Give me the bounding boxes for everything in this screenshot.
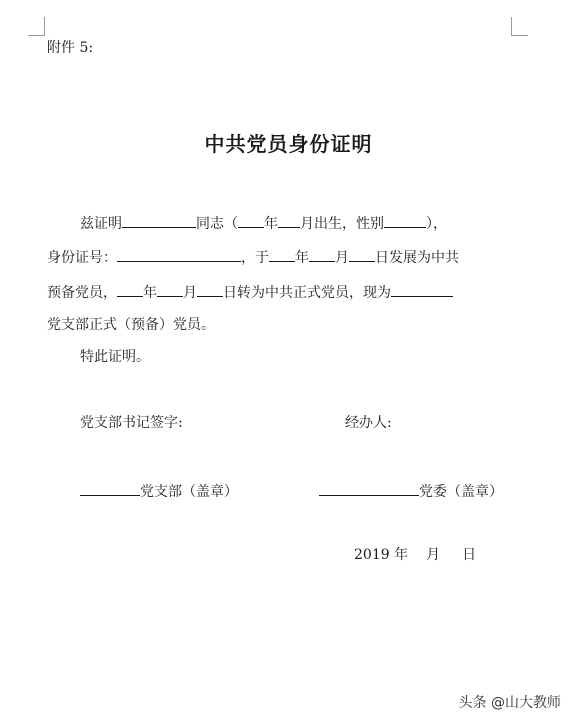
committee-seal [319,480,503,502]
text-full-member-now: 日转为中共正式党员，现为 [223,285,391,301]
handler-label: 经办人: [345,415,392,431]
blank-full-day[interactable] [197,281,223,297]
crop-mark-top-right [511,17,528,36]
blank-full-year[interactable] [117,281,143,297]
attachment-label: 附件 5: [47,40,94,56]
text-certify: 兹证明 [80,216,122,232]
text-year: 年 [264,216,278,232]
blank-id-number[interactable] [117,246,241,262]
secretary-signature-label: 党支部书记签字: [80,415,183,431]
crop-mark-top-left [28,17,45,36]
paragraph-line-3 [47,281,453,303]
date-line [354,544,476,564]
text-comrade: 同志（ [196,216,238,232]
blank-birth-year[interactable] [238,212,264,228]
blank-gender[interactable] [384,212,426,228]
text-month: 月 [335,250,349,266]
blank-full-month[interactable] [157,281,183,297]
text-probationary: 预备党员， [47,285,117,301]
date-month: 月 [426,547,441,563]
blank-develop-month[interactable] [309,246,335,262]
text-birth-gender: 月出生，性别 [300,216,384,232]
paragraph-line-5: 特此证明。 [80,349,150,365]
document-title: 中共党员身份证明 [204,132,373,156]
blank-branch-name[interactable] [391,281,453,297]
branch-seal [80,480,238,502]
paragraph-line-4: 党支部正式（预备）党员。 [47,317,215,333]
watermark-text: 头条 @山大教师 [455,690,565,714]
branch-seal-label: 党支部（盖章） [140,484,238,500]
blank-committee-seal[interactable] [319,480,419,496]
text-developed-as: 日发展为中共 [375,250,459,266]
date-day: 日 [462,547,477,563]
text-on: ，于 [241,250,269,266]
text-year: 年 [143,285,157,301]
text-year: 年 [295,250,309,266]
text-id-number: 身份证号： [47,250,117,266]
committee-seal-label: 党委（盖章） [419,484,503,500]
text-month: 月 [183,285,197,301]
blank-birth-month[interactable] [278,212,300,228]
blank-develop-day[interactable] [349,246,375,262]
date-year: 2019 年 [354,547,409,563]
text-close-paren: ）， [426,216,447,232]
paragraph-line-1 [80,212,447,234]
blank-develop-year[interactable] [269,246,295,262]
paragraph-line-2 [47,246,459,268]
blank-branch-seal[interactable] [80,480,140,496]
blank-name[interactable] [122,212,196,228]
